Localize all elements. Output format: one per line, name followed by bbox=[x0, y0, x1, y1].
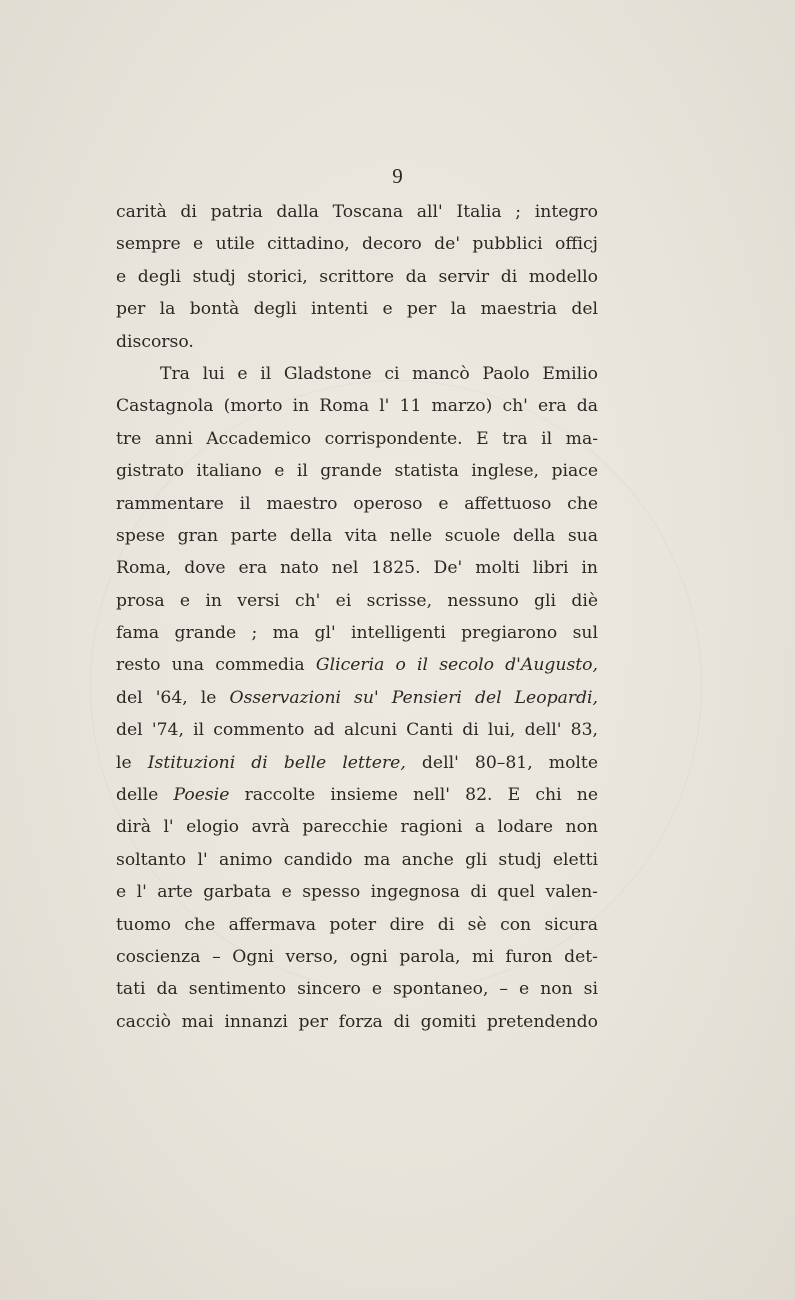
text-line: per la bontà degli intenti e per la maestria del bbox=[116, 299, 598, 320]
text-line: e degli studj storici, scrittore da servir di modello bbox=[116, 266, 598, 287]
italic-title: Gliceria o il secolo d'Augusto, bbox=[315, 655, 598, 676]
italic-title: Istituzioni di belle lettere, bbox=[147, 752, 406, 773]
text-line: tuomo che affermava poter dire di sè con sicura bbox=[116, 914, 598, 935]
text-line: sempre e utile cittadino, decoro de' pubblici officj bbox=[116, 234, 598, 255]
text-line: spese gran parte della vita nelle scuole della sua bbox=[116, 525, 598, 546]
italic-title: Osservazioni su' Pensieri del Leopardi, bbox=[229, 687, 599, 708]
text-line: del '74, il commento ad alcuni Canti di lui, dell' 83, bbox=[116, 720, 598, 741]
text-segment: resto una commedia bbox=[116, 655, 316, 676]
text-line: soltanto l' animo candido ma anche gli studj eletti bbox=[116, 849, 598, 870]
text-line: cacciò mai innanzi per forza di gomiti pretendendo bbox=[116, 1011, 598, 1032]
text-line: prosa e in versi ch' ei scrisse, nessuno gli diè bbox=[116, 590, 598, 611]
text-segment: delle bbox=[116, 785, 174, 806]
text-line: fama grande ; ma gl' intelligenti pregiarono sul bbox=[116, 623, 598, 644]
page-number: 9 bbox=[392, 164, 403, 188]
text-segment: dell' 80–81, molte bbox=[405, 752, 598, 773]
text-line: rammentare il maestro operoso e affettuoso che bbox=[116, 493, 598, 514]
text-line-with-title bbox=[116, 649, 598, 681]
text-segment: raccolte insieme nell' 82. E chi ne bbox=[229, 785, 598, 806]
text-line-with-title bbox=[116, 747, 598, 779]
text-line-with-title bbox=[116, 682, 598, 714]
text-line: e l' arte garbata e spesso ingegnosa di quel valen- bbox=[116, 882, 598, 903]
text-line: tre anni Accademico corrispondente. E tra il ma- bbox=[116, 428, 598, 449]
text-line: discorso. bbox=[116, 331, 194, 352]
text-line: Roma, dove era nato nel 1825. De' molti libri in bbox=[116, 558, 598, 579]
text-line: tati da sentimento sincero e spontaneo, – e non si bbox=[116, 979, 598, 1000]
text-segment: del '64, le bbox=[116, 687, 230, 708]
text-line: coscienza – Ogni verso, ogni parola, mi furon det- bbox=[116, 946, 598, 967]
paragraph-first-line: Tra lui e il Gladstone ci mancò Paolo Emilio bbox=[160, 363, 598, 384]
text-line: Castagnola (morto in Roma l' 11 marzo) ch' era da bbox=[116, 396, 598, 417]
italic-title: Poesie bbox=[173, 785, 230, 806]
text-segment: le bbox=[116, 752, 148, 773]
text-line: carità di patria dalla Toscana all' Italia ; integro bbox=[116, 202, 598, 222]
body-text bbox=[116, 196, 598, 1038]
text-line-with-title bbox=[116, 779, 598, 811]
text-line: dirà l' elogio avrà parecchie ragioni a lodare non bbox=[116, 817, 598, 838]
text-line: gistrato italiano e il grande statista inglese, piace bbox=[116, 461, 598, 482]
